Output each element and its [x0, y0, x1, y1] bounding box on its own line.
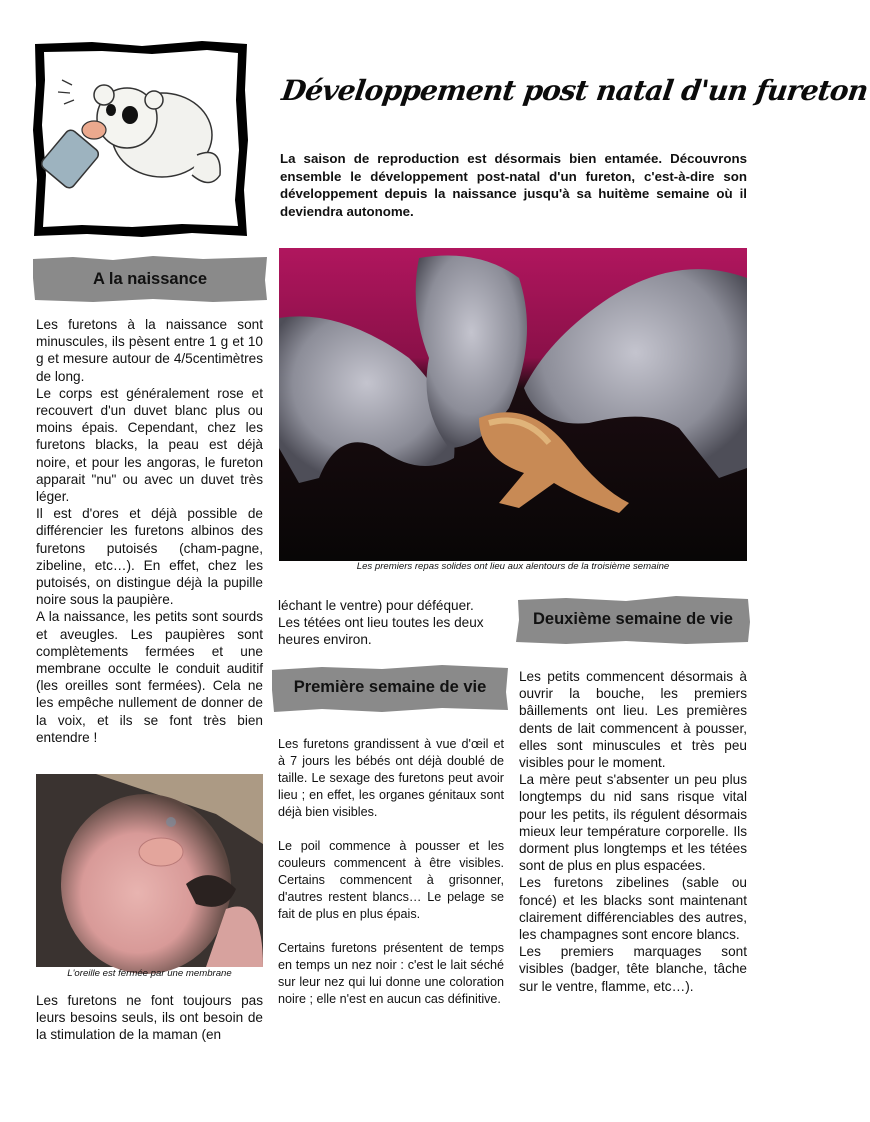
paragraph: Le poil commence à pousser et les couleurs commencent à être visibles. Certains commencent à grisonner, d'autres restent blancs… Le pelage se fait de plus en plus épais.	[278, 839, 504, 921]
ear-membrane-photo	[36, 774, 263, 967]
paragraph: Les furetons à la naissance sont minuscules, ils pèsent entre 1 g et 10 g et mesure autour de 4/5centimètres de long.	[36, 317, 263, 384]
naissance-continued-end	[278, 597, 505, 649]
paragraph: Il est d'ores et déjà possible de différencier les furetons albinos des furetons putoisés (cham-pagne, zibeline, etc…). En effet, chez les putoisés, on distingue déjà la pupille noire sous la paupière.	[36, 506, 263, 608]
ferret-baby-bottle-icon	[32, 40, 250, 238]
naissance-text	[36, 316, 263, 746]
deuxieme-text	[519, 668, 747, 995]
heading-text: Première semaine de vie	[293, 678, 487, 696]
paragraph: Les furetons ne font toujours pas leurs besoins seuls, ils ont besoin de la stimulation de la maman (en	[36, 993, 263, 1043]
paragraph: Certains furetons présentent de temps en temps un nez noir : c'est le lait séché sur leur nez qui lui donne une coloration noire ; elle n'est en aucun cas définitive.	[278, 941, 504, 1006]
paragraph: Le corps est généralement rose et recouvert d'un duvet blanc plus ou moins épais. Cependant, chez les furetons blacks, la peau est déjà noire, et pour les angoras, le fureton apparait "nu" ou avec un duvet très léger.	[36, 385, 263, 505]
main-photo-caption: Les premiers repas solides ont lieu aux alentours de la troisième semaine	[356, 561, 670, 572]
paragraph: Les premiers marquages sont visibles (badger, tête blanche, tâche sur le ventre, flamme, etc…).	[519, 944, 747, 994]
heading-text: Deuxième semaine de vie	[533, 610, 733, 628]
section-heading-naissance	[33, 256, 267, 302]
heading-text: A la naissance	[92, 270, 208, 288]
paragraph: A la naissance, les petits sont sourds et aveugles. Les paupières sont complètements fermées et une membrane occulte le conduit auditif (les oreilles sont fermées). Cela ne les empêche nullement de donner de la voix, et ils se font très bien entendre !	[36, 609, 263, 745]
intro-paragraph: La saison de reproduction est désormais bien entamée. Découvrons ensemble le développement post-natal d'un fureton, c'est-à-dire son développement depuis la naissance jusqu'à sa huitème semaine où il deviendra autonome.	[280, 151, 747, 219]
paragraph: Les furetons zibelines (sable ou foncé) et les blacks sont maintenant clairement différenciables des autres, les champagnes sont encore blancs.	[519, 875, 747, 943]
premiere-text	[278, 736, 504, 1008]
paragraph: léchant le ventre) pour déféquer.	[278, 598, 474, 613]
paragraph: La mère peut s'absenter un peu plus longtemps du nid sans risque vital pour les petits, ils régulent désormais mieux leur température corporelle. Ils dorment plus longtemps et les tétées sont de plus en plus espacées.	[519, 772, 747, 874]
section-heading-premiere	[272, 664, 508, 712]
ear-photo-caption: L'oreille est fermée par une membrane	[67, 968, 232, 979]
cartoon-illustration-frame	[32, 40, 250, 238]
paragraph: Les tétées ont lieu toutes les deux heures environ.	[278, 615, 484, 648]
paragraph: Les furetons grandissent à vue d'œil et à 7 jours les bébés ont déjà doublé de taille. Le sexage des furetons peut avoir lieu ; en effet, les organes génitaux sont déjà bien visibles.	[278, 737, 504, 819]
ferret-kits-eating-photo	[279, 248, 747, 561]
paragraph: Les petits commencent désormais à ouvrir la bouche, les premiers bâillements ont lieu. Les premières dents de lait commencent à pousser, elles sont minuscules et très peu visibles pour le moment.	[519, 669, 747, 771]
naissance-continued-text	[36, 992, 263, 1044]
page-title: Développement post natal d'un fureton	[279, 74, 870, 107]
section-heading-deuxieme	[516, 596, 750, 644]
